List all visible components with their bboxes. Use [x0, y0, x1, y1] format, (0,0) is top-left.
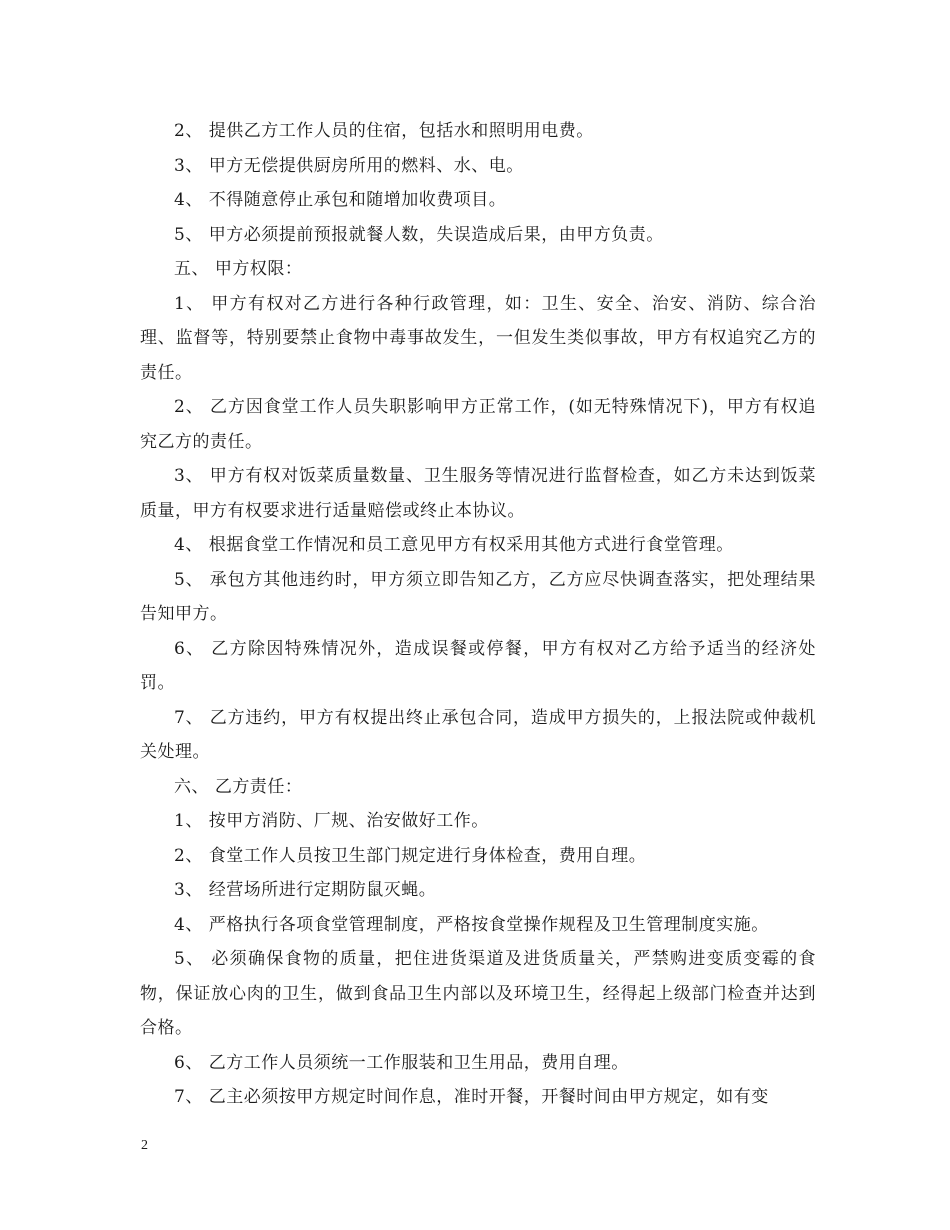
clause-item-5: 5、 甲方必须提前预报就餐人数，失误造成后果，由甲方负责。 — [174, 224, 664, 245]
section-heading-party-b-duties: 六、 乙方责任： — [174, 776, 303, 797]
page-number: 2 — [141, 1138, 148, 1153]
duties-item-2: 2、 食堂工作人员按卫生部门规定进行身体检查，费用自理。 — [174, 845, 647, 866]
rights-item-3: 3、 甲方有权对饭菜质量数量、卫生服务等情况进行监督检查，如乙方未达到饭菜质量，甲方有权要求进行适量赔偿或终止本协议。 — [140, 466, 816, 521]
clause-item-2: 2、 提供乙方工作人员的住宿，包括水和照明用电费。 — [174, 121, 594, 141]
rights-item-6: 6、 乙方除因特殊情况外，造成误餐或停餐，甲方有权对乙方给予适当的经济处罚。 — [140, 638, 816, 693]
rights-item-7: 7、 乙方违约，甲方有权提出终止承包合同，造成甲方损失的，上报法院或仲裁机关处理。 — [140, 707, 816, 762]
duties-item-1: 1、 按甲方消防、厂规、治安做好工作。 — [174, 811, 489, 831]
duties-item-4: 4、 严格执行各项食堂管理制度，严格按食堂操作规程及卫生管理制度实施。 — [174, 914, 769, 935]
duties-item-7: 7、 乙主必须按甲方规定时间作息，准时开餐，开餐时间由甲方规定，如有变 — [174, 1087, 769, 1107]
duties-item-6: 6、 乙方工作人员须统一工作服装和卫生用品，费用自理。 — [174, 1052, 629, 1073]
duties-item-3: 3、 经营场所进行定期防鼠灭蝇。 — [174, 880, 437, 900]
document-body — [140, 114, 816, 1115]
clause-item-3: 3、 甲方无偿提供厨房所用的燃料、水、电。 — [174, 155, 524, 176]
rights-item-1: 1、 甲方有权对乙方进行各种行政管理，如：卫生、安全、治安、消防、综合治理、监督等，特别要禁止食物中毒事故发生，一但发生类似事故，甲方有权追究乙方的责任。 — [140, 293, 816, 383]
section-heading-party-a-rights: 五、 甲方权限： — [174, 259, 303, 279]
rights-item-4: 4、 根据食堂工作情况和员工意见甲方有权采用其他方式进行食堂管理。 — [174, 535, 734, 555]
rights-item-2: 2、 乙方因食堂工作人员失职影响甲方正常工作，(如无特殊情况下)，甲方有权追究乙方的责任。 — [140, 397, 816, 452]
duties-item-5: 5、 必须确保食物的质量，把住进货渠道及进货质量关，严禁购进变质变霉的食物，保证放心肉的卫生，做到食品卫生内部以及环境卫生，经得起上级部门检查并达到合格。 — [140, 949, 816, 1038]
rights-item-5: 5、 承包方其他违约时，甲方须立即告知乙方，乙方应尽快调查落实，把处理结果告知甲方。 — [140, 569, 816, 624]
clause-item-4: 4、 不得随意停止承包和随增加收费项目。 — [174, 190, 507, 210]
